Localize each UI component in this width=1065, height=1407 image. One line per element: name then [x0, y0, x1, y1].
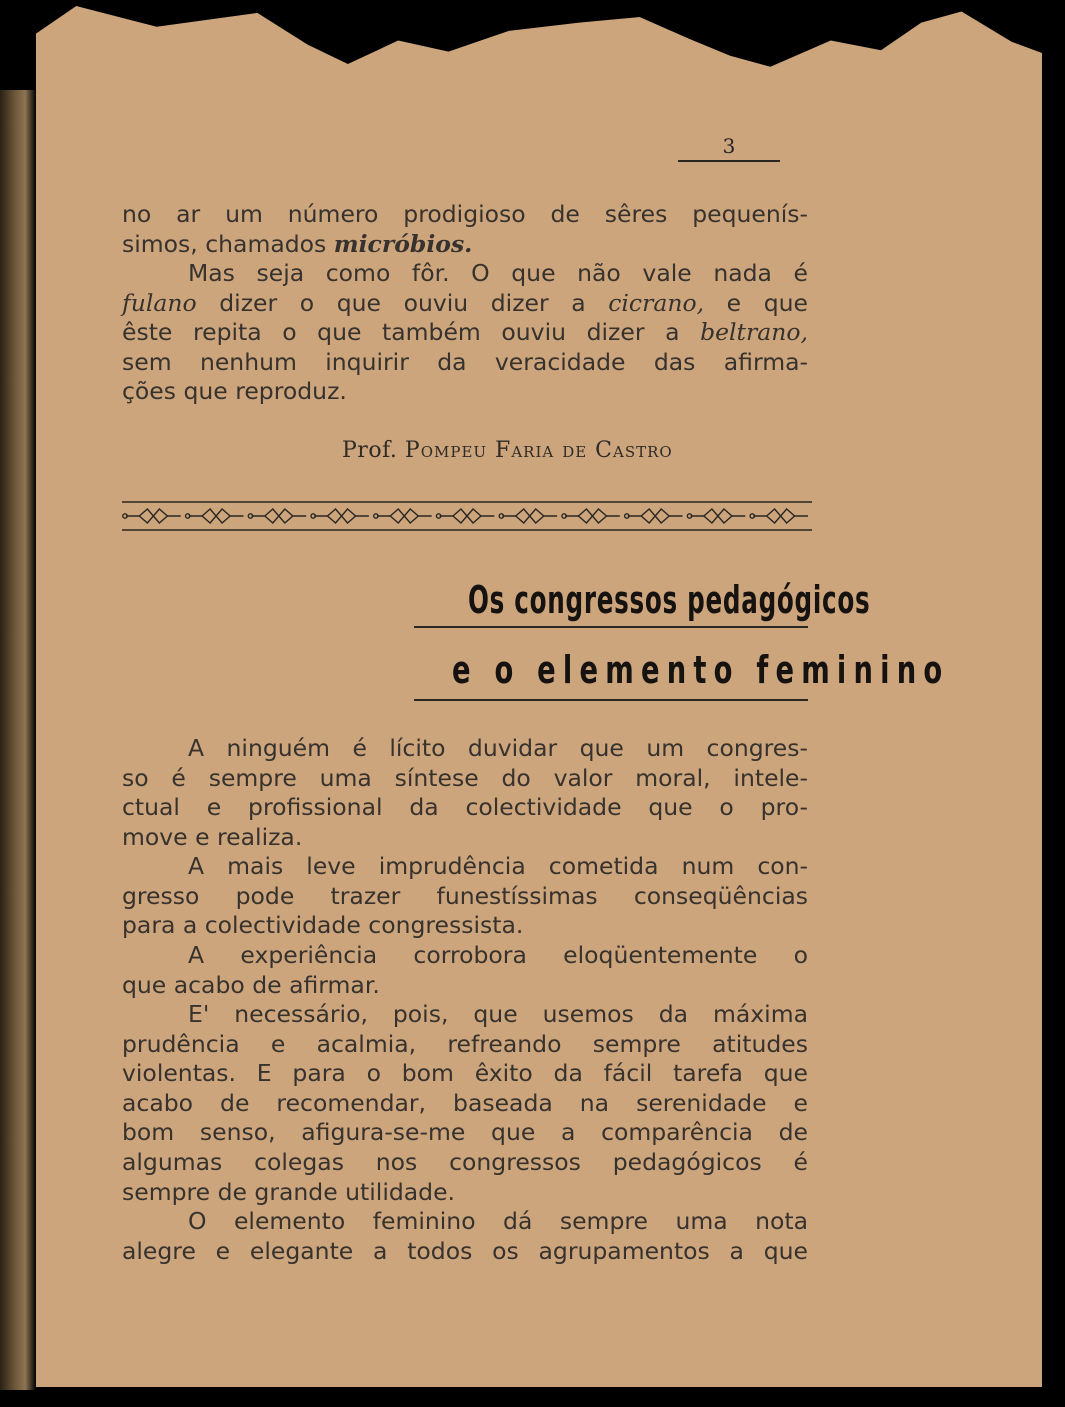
continued-paragraph — [122, 200, 808, 259]
text-line: para a colectividade congressista. — [122, 911, 524, 940]
article-paragraph-4 — [122, 1000, 808, 1207]
article-title-line-2: e o elemento feminino — [452, 648, 950, 692]
text-line: E' necessário, pois, que usemos da máxima — [188, 1000, 808, 1028]
text-line: simos, chamados micróbios. — [122, 229, 473, 258]
text-line: prudência e acalmia, refreando sempre atitudes — [122, 1029, 808, 1058]
ornament-dot — [186, 514, 190, 518]
text-line: sempre de grande utilidade. — [122, 1177, 456, 1206]
text-line: O elemento feminino dá sempre uma nota — [188, 1207, 808, 1235]
text-line: A ninguém é lícito duvidar que um congres- — [188, 734, 808, 762]
text-line: êste repita o que também ouviu dizer a beltrano, — [122, 318, 808, 347]
page-number: 3 — [678, 134, 780, 162]
text-line: Mas seja como fôr. O que não vale nada é — [188, 259, 808, 287]
ornament-knot — [139, 509, 167, 523]
paragraph — [122, 259, 808, 407]
binding-gutter — [0, 90, 36, 1390]
emphasis-word: cicrano, — [608, 288, 705, 317]
title-rule — [414, 699, 808, 701]
article-title-line-1: Os congressos pedagógicos — [468, 578, 871, 622]
author-name: Pompeu Faria de Castro — [404, 438, 673, 463]
ornament-knot — [578, 509, 606, 523]
article-paragraph-5 — [122, 1207, 808, 1266]
text-line: fulano dizer o que ouviu dizer a cicrano, e que — [122, 288, 809, 317]
text-line: bom senso, afigura-se-me que a comparência de — [122, 1118, 808, 1147]
article-paragraph-2 — [122, 852, 808, 941]
emphasis-word: beltrano, — [700, 318, 808, 347]
text-line: que acabo de afirmar. — [122, 970, 380, 999]
ornament-dot — [436, 514, 440, 518]
ornament-knot — [390, 509, 418, 523]
text-line: so é sempre uma síntese do valor moral, intele- — [122, 763, 808, 792]
ornament-dot — [499, 514, 503, 518]
ornament-knot — [328, 509, 356, 523]
ornament-dot — [687, 514, 691, 518]
text-line: ctual e profissional da colectividade que o pro- — [122, 793, 808, 822]
text-line: no ar um número prodigioso de sêres pequenís- — [122, 200, 808, 228]
text-line: algumas colegas nos congressos pedagógicos é — [122, 1147, 808, 1176]
emphasis-word: fulano — [122, 288, 197, 317]
ornament-knot — [641, 509, 669, 523]
ornament-dot — [374, 514, 378, 518]
text-line: acabo de recomendar, baseada na serenidade e — [122, 1088, 808, 1117]
ornament-dot — [625, 514, 629, 518]
text-line: sem nenhum inquirir da veracidade das afirma- — [122, 347, 808, 376]
ornament-knot — [767, 509, 795, 523]
article-paragraph-3 — [122, 941, 808, 1000]
ornament-dot — [311, 514, 315, 518]
emphasis-word: micróbios. — [333, 229, 473, 258]
text-line: A experiência corrobora eloqüentemente o — [188, 941, 808, 969]
ornamental-divider — [122, 498, 812, 534]
article-paragraph-1 — [122, 734, 808, 852]
text-line: violentas. E para o bom êxito da fácil tarefa que — [122, 1059, 808, 1088]
title-rule — [414, 626, 808, 628]
ornament-knot — [704, 509, 732, 523]
text-line: alegre e elegante a todos os agrupamentos a que — [122, 1236, 808, 1265]
ornament-knot — [453, 509, 481, 523]
ornament-dot — [123, 514, 127, 518]
ornament-knot — [265, 509, 293, 523]
ornament-dot — [750, 514, 754, 518]
ornament-knot — [516, 509, 544, 523]
text-line: move e realiza. — [122, 822, 303, 851]
ornament-knot — [202, 509, 230, 523]
author-signature: Prof. Pompeu Faria de Castro — [342, 438, 673, 463]
text-line: ções que reproduz. — [122, 377, 347, 406]
text-line: A mais leve imprudência cometida num con- — [188, 852, 808, 880]
ornament-dot — [248, 514, 252, 518]
text-line: gresso pode trazer funestíssimas conseqüências — [122, 881, 808, 910]
ornament-dot — [562, 514, 566, 518]
